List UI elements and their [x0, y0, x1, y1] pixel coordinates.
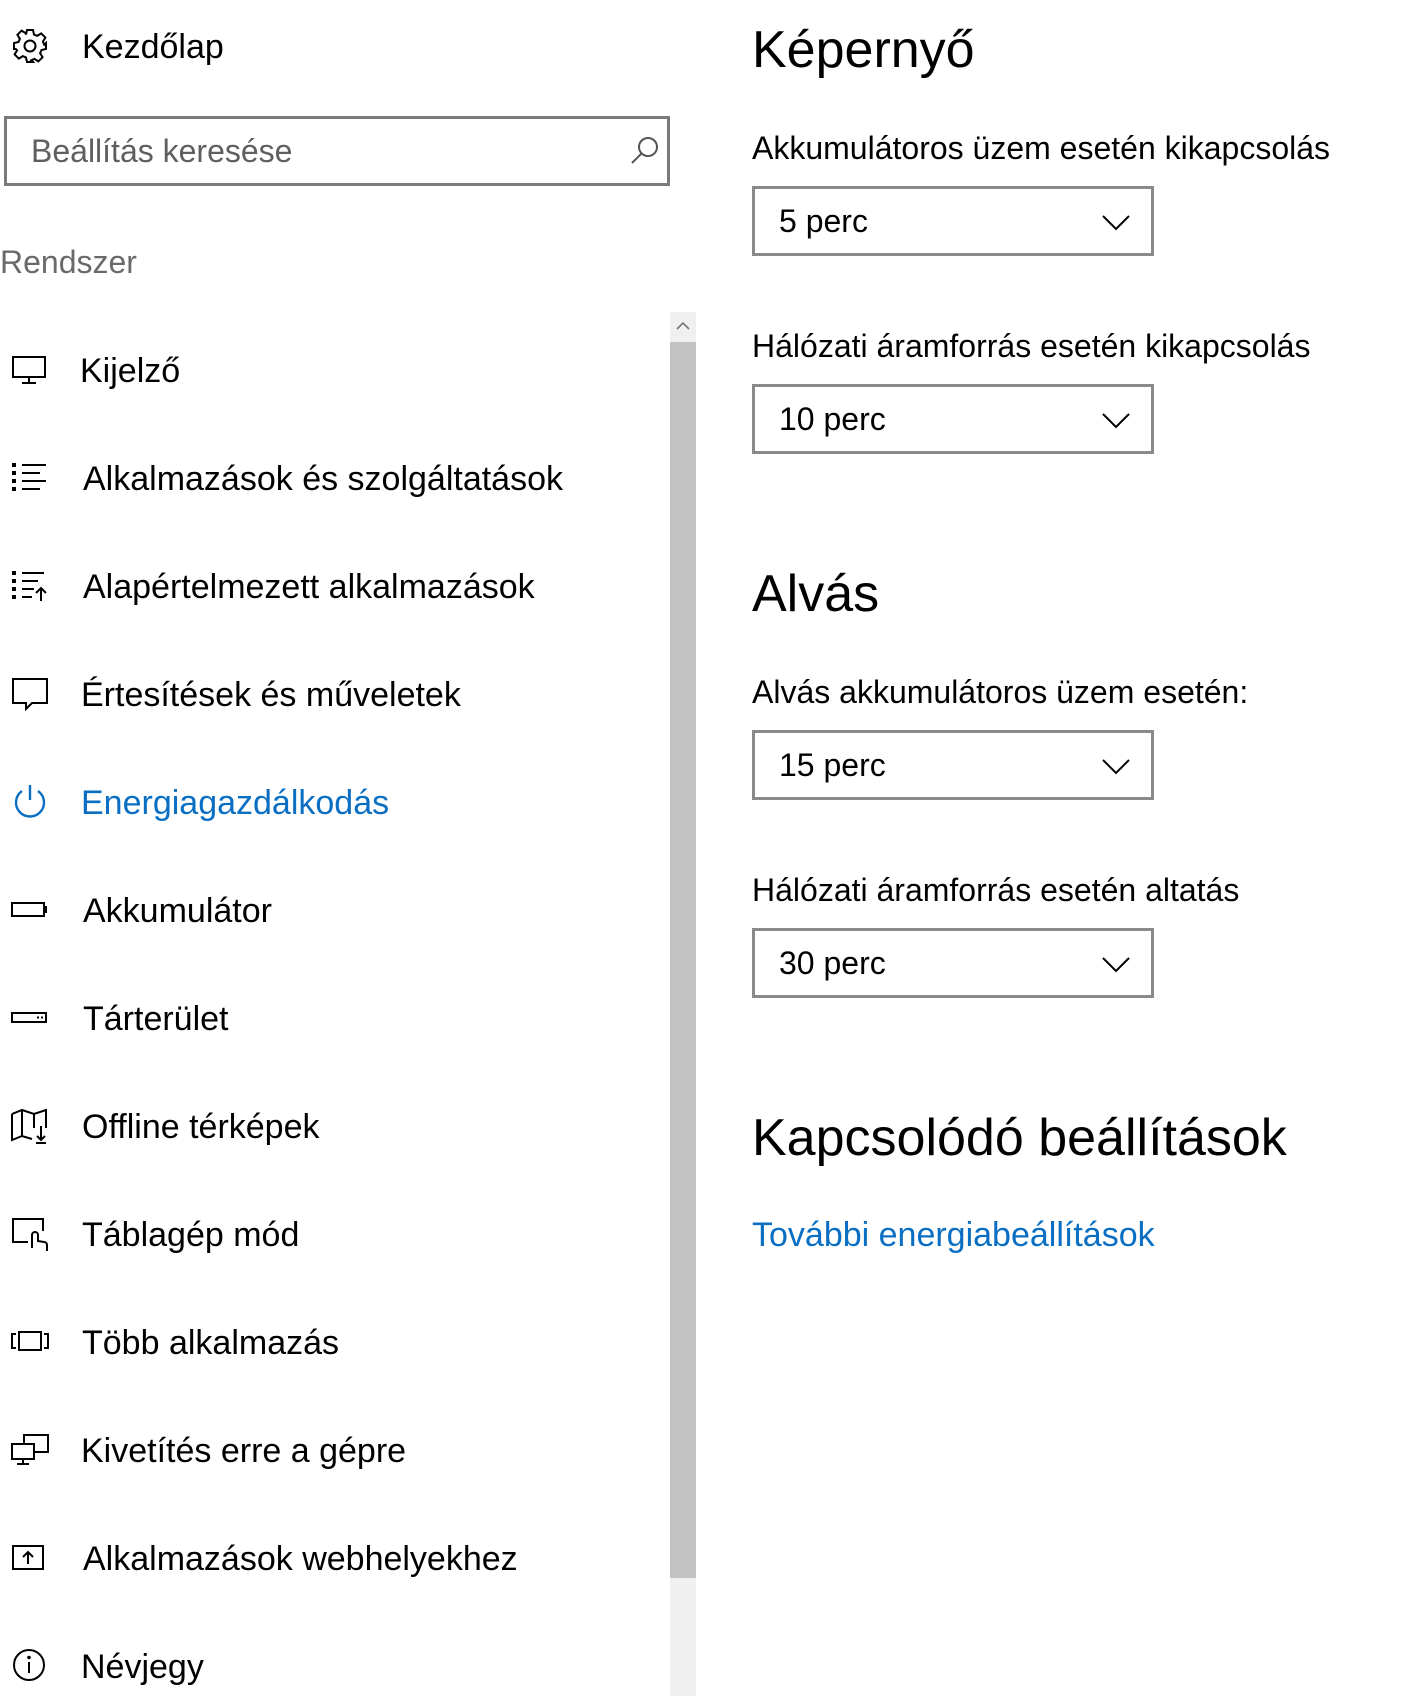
chevron-down-icon: [1099, 403, 1133, 437]
map-icon: [10, 1106, 50, 1146]
sleep-battery-label: Alvás akkumulátoros üzem esetén:: [752, 674, 1249, 710]
power-icon: [10, 782, 50, 822]
sidebar-item-kijelzo[interactable]: [0, 344, 660, 400]
screen-battery-label: Akkumulátoros üzem esetén kikapcsolás: [752, 130, 1331, 166]
dropdown-value: 10 perc: [779, 401, 886, 437]
sidebar-item-label: Több alkalmazás: [82, 1324, 340, 1362]
sleep-battery-dropdown[interactable]: [752, 730, 1154, 800]
sidebar-item-tablagep-mod[interactable]: [0, 1208, 660, 1264]
tablet-mode-icon: [10, 1214, 50, 1254]
home-label: Kezdőlap: [82, 28, 224, 66]
sidebar-item-label: Kijelző: [80, 352, 181, 390]
search-input[interactable]: [31, 131, 591, 171]
sidebar-item-alkalmazasok-webhelyekhez[interactable]: [0, 1532, 660, 1588]
sidebar-item-label: Táblagép mód: [82, 1216, 300, 1254]
sidebar-item-nevjegy[interactable]: [0, 1640, 660, 1696]
sidebar-item-label: Kivetítés erre a gépre: [81, 1432, 407, 1470]
message-icon: [10, 674, 50, 714]
list-icon: [10, 458, 50, 498]
screen-plugged-label: Hálózati áramforrás esetén kikapcsolás: [752, 328, 1311, 364]
battery-icon: [10, 890, 50, 930]
home-link[interactable]: [8, 22, 308, 72]
related-settings-heading: Kapcsolódó beállítások: [752, 1109, 1287, 1167]
screen-battery-dropdown[interactable]: [752, 186, 1154, 256]
sidebar-item-kivetites-erre-a-gepre[interactable]: [0, 1424, 660, 1480]
sidebar-item-label: Energiagazdálkodás: [81, 784, 390, 822]
info-icon: [10, 1646, 50, 1686]
search-icon[interactable]: [627, 133, 663, 169]
sidebar-item-energiagazdalkodas[interactable]: [0, 776, 660, 832]
chevron-down-icon: [1099, 947, 1133, 981]
scrollbar-thumb[interactable]: [670, 342, 696, 1578]
section-title: Rendszer: [0, 244, 137, 280]
search-box[interactable]: [4, 116, 670, 186]
sidebar-item-alkalmazasok-es-szolgaltatasok[interactable]: [0, 452, 660, 508]
sidebar-item-label: Névjegy: [81, 1648, 204, 1686]
sidebar-item-label: Akkumulátor: [83, 892, 272, 930]
additional-power-settings-link[interactable]: További energiabeállítások: [752, 1216, 1155, 1254]
sidebar-item-label: Offline térképek: [82, 1108, 320, 1146]
screen-plugged-dropdown[interactable]: [752, 384, 1154, 454]
web-apps-icon: [10, 1538, 50, 1578]
gear-icon: [10, 26, 50, 66]
sidebar-item-alapertelmezett-alkalmazasok[interactable]: [0, 560, 660, 616]
sidebar-item-label: Alapértelmezett alkalmazások: [83, 568, 535, 606]
sidebar-item-tarterulet[interactable]: [0, 992, 660, 1048]
storage-drive-icon: [10, 998, 50, 1038]
sidebar-item-label: Alkalmazások és szolgáltatások: [83, 460, 564, 498]
dropdown-value: 30 perc: [779, 945, 886, 981]
sleep-plugged-dropdown[interactable]: [752, 928, 1154, 998]
sidebar-item-label: Tárterület: [83, 1000, 229, 1038]
sleep-heading: Alvás: [752, 565, 880, 623]
dropdown-value: 5 perc: [779, 203, 868, 239]
sidebar-item-akkumulator[interactable]: [0, 884, 660, 940]
sidebar-item-label: Alkalmazások webhelyekhez: [83, 1540, 518, 1578]
sidebar-item-ertesitesek-es-muveletek[interactable]: [0, 668, 660, 724]
monitor-icon: [10, 350, 50, 390]
sidebar-item-offline-terkepek[interactable]: [0, 1100, 660, 1156]
sleep-plugged-label: Hálózati áramforrás esetén altatás: [752, 872, 1240, 908]
scroll-up-arrow-icon[interactable]: [672, 314, 694, 338]
list-check-icon: [10, 566, 50, 606]
chevron-down-icon: [1099, 749, 1133, 783]
screen-heading: Képernyő: [752, 21, 975, 79]
project-icon: [10, 1430, 50, 1470]
chevron-down-icon: [1099, 205, 1133, 239]
sidebar-item-label: Értesítések és műveletek: [81, 676, 461, 714]
multitasking-icon: [10, 1322, 50, 1362]
sidebar-item-tobb-alkalmazas[interactable]: [0, 1316, 660, 1372]
dropdown-value: 15 perc: [779, 747, 886, 783]
